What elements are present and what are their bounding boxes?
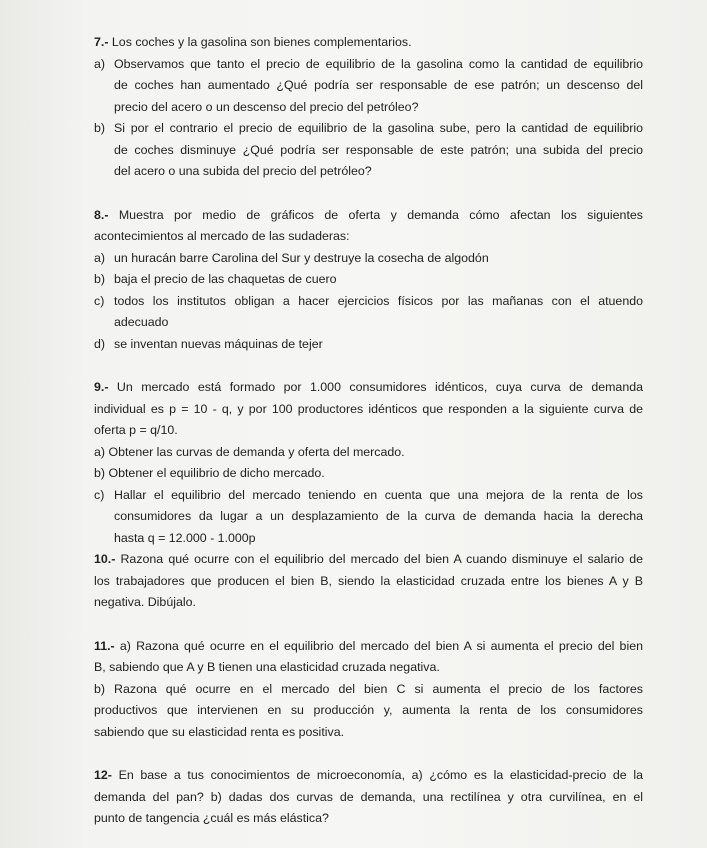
- question-10-line: los trabajadores que producen el bien B, siendo la elasticidad cruzada entre los bienes A y B: [94, 573, 643, 588]
- question-9-title-line: individual es p = 10 - q, y por 100 productores idénticos que responden a la siguiente curva de: [94, 401, 643, 416]
- question-11b-line: b) Razona qué ocurre en el mercado del bien C si aumenta el precio de los factores: [94, 681, 643, 696]
- question-12-line: 12- En base a tus conocimientos de microeconomía, a) ¿cómo es la elasticidad-precio de la: [94, 768, 643, 782]
- question-12: [94, 765, 643, 830]
- question-8c-marker: c): [94, 293, 105, 308]
- question-12-line: demanda del pan? b) dadas dos curvas de demanda, una rectilínea y otra curvilínea, en el: [94, 789, 643, 804]
- question-9c-line: consumidores da lugar a un desplazamiento de la curva de demanda hacia la derecha: [114, 509, 643, 523]
- question-8-number: 8.-: [94, 207, 109, 222]
- question-7-number: 7.-: [94, 35, 109, 49]
- question-9b-line: b) Obtener el equilibrio de dicho mercado.: [94, 466, 325, 480]
- question-7a-line: precio del acero o un descenso del precio del petróleo?: [114, 99, 419, 114]
- question-9-title-line: oferta p = q/10.: [94, 423, 178, 437]
- question-9c-line: hasta q = 12.000 - 1.000p: [114, 530, 256, 545]
- question-8: [94, 205, 643, 356]
- question-8c-line: c) todos los institutos obligan a hacer ejercicios físicos por las mañanas con el atuendo: [94, 291, 643, 313]
- question-8b-marker: b): [94, 272, 106, 286]
- question-9a-line: a) Obtener las curvas de demanda y oferta del mercado.: [94, 444, 405, 459]
- question-7b-line: b) Si por el contrario el precio de equilibrio de la gasolina sube, pero la cantidad de equilibrio: [94, 118, 643, 140]
- question-11-number: 11.-: [94, 638, 115, 653]
- question-9-title: 9.- Un mercado está formado por 1.000 consumidores idénticos, cuya curva de demanda: [94, 380, 643, 394]
- question-8a-marker: a): [94, 250, 106, 265]
- question-9-number: 9.-: [94, 380, 109, 394]
- question-8-title: 8.- Muestra por medio de gráficos de oferta y demanda cómo afectan los siguientes: [94, 207, 643, 222]
- question-10-line: negativa. Dibújalo.: [94, 595, 196, 609]
- question-7b-line: de coches disminuye ¿Qué podría ser responsable de este patrón; una subida del precio: [114, 142, 643, 157]
- question-11: [94, 636, 643, 744]
- question-12-line: punto de tangencia ¿cuál es más elástica?: [94, 811, 329, 825]
- question-7-title-text: Los coches y la gasolina son bienes complementarios.: [108, 35, 412, 49]
- question-8c-line: adecuado: [114, 315, 169, 329]
- question-9c-line: c) Hallar el equilibrio del mercado teniendo en cuenta que una mejora de la renta de los: [94, 485, 643, 507]
- question-8d-line: d) se inventan nuevas máquinas de tejer: [94, 334, 643, 356]
- question-8a-line: a) un huracán barre Carolina del Sur y destruye la cosecha de algodón: [94, 248, 643, 270]
- question-7-title: [94, 32, 643, 54]
- question-7a-marker: a): [94, 56, 106, 71]
- question-10-number: 10.-: [94, 552, 116, 566]
- question-8b-line: b) baja el precio de las chaquetas de cuero: [94, 269, 643, 291]
- question-7a-line: a) Observamos que tanto el precio de equilibrio de la gasolina como la cantidad de equilibrio: [94, 54, 643, 76]
- question-11a-line: B, sabiendo que A y B tienen una elasticidad cruzada negativa.: [94, 660, 440, 674]
- question-10: [94, 549, 643, 614]
- question-7b-marker: b): [94, 121, 106, 135]
- question-11b-line: productivos que intervienen en su producción y, aumenta la renta de los consumidores: [94, 703, 643, 717]
- question-9: [94, 377, 643, 549]
- question-7: [94, 32, 643, 183]
- question-8d-marker: d): [94, 336, 106, 351]
- question-11b-line: sabiendo que su elasticidad renta es positiva.: [94, 724, 345, 739]
- question-12-number: 12-: [94, 768, 112, 782]
- question-9c-marker: c): [94, 487, 105, 502]
- question-8-title-line: acontecimientos al mercado de las sudaderas:: [94, 229, 350, 243]
- question-10-line: 10.- Razona qué ocurre con el equilibrio del mercado del bien A cuando disminuye el salario de: [94, 552, 643, 566]
- question-11a-line: 11.- a) Razona qué ocurre en el equilibrio del mercado del bien A si aumenta el precio del bien: [94, 638, 643, 653]
- question-7b-line: del acero o una subida del precio del petróleo?: [114, 164, 372, 178]
- question-7a-line: de coches han aumentado ¿Qué podría ser responsable de ese patrón; un descenso del: [114, 78, 643, 92]
